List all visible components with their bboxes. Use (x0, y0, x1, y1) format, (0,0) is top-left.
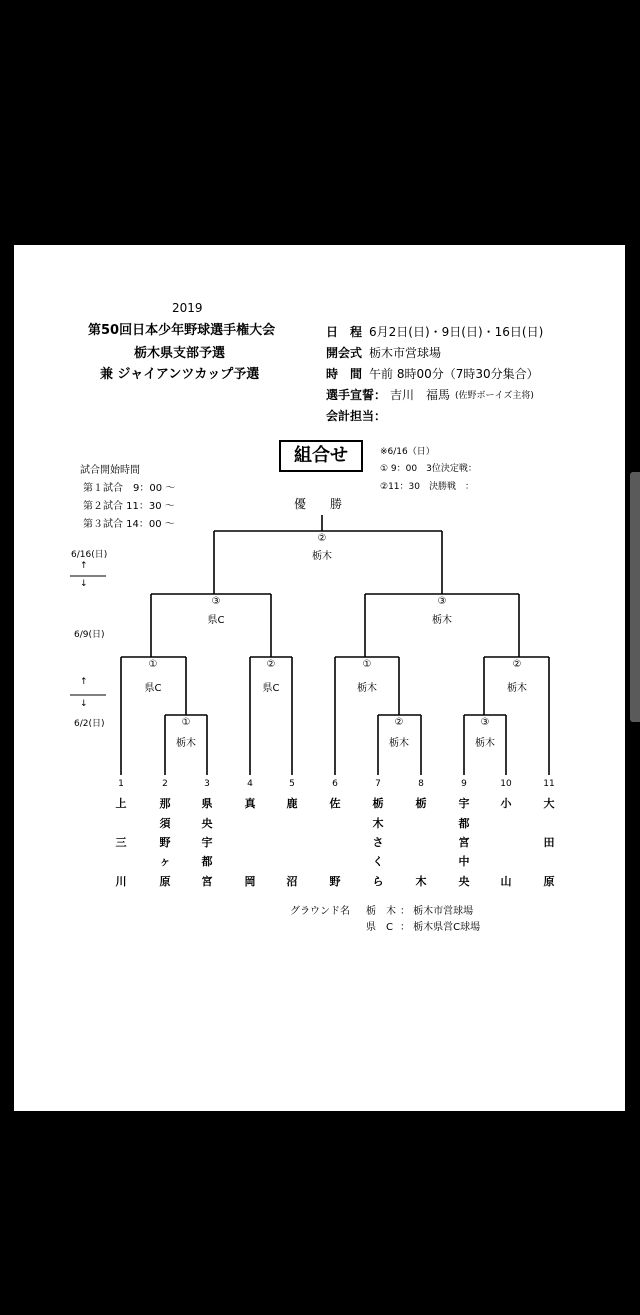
r1c-num: ③ (480, 717, 490, 728)
team-name-char: 宇 (201, 836, 213, 849)
team-number: 11 (543, 779, 555, 789)
grounds-row2-val: ： 栃木県営C球場 (400, 922, 481, 933)
team-name-char: 川 (115, 875, 127, 888)
start-time-game2: 第２試合 11：30 〜 (83, 501, 175, 512)
document-page (14, 245, 625, 1111)
title-line1: 第50回日本少年野球選手権大会 (88, 323, 276, 338)
r1b-venue: 栃木 (389, 738, 409, 749)
team-name-char: 栃 (372, 797, 384, 810)
qf4-num: ② (512, 659, 522, 670)
team-number: 8 (418, 779, 424, 789)
team-name-char: 栃 (415, 797, 427, 810)
start-times-title: 試合開始時間 (80, 465, 140, 476)
grounds-row1-key: 栃 木 (366, 906, 396, 917)
team-name-char: 鹿 (286, 797, 298, 810)
team-number: 2 (162, 779, 168, 789)
qf4-venue: 栃木 (507, 683, 527, 694)
team-name-char: 那 (159, 797, 171, 810)
arrow-up-616: ↑ (80, 561, 88, 571)
schedule-label: 日 程 (326, 325, 363, 339)
year: 2019 (172, 301, 203, 315)
semi-left-venue: 県C (207, 615, 225, 626)
oath-label: 選手宣誓： (326, 388, 387, 402)
bracket-lines (14, 245, 625, 1111)
start-time-game3: 第３試合 14：00 〜 (83, 519, 175, 530)
qf2-venue: 県C (262, 683, 280, 694)
qf3-num: ① (362, 659, 372, 670)
kumiawase-title: 組合せ (279, 440, 363, 472)
team-name-char: 田 (543, 836, 555, 849)
date-69: 6/9(日) (74, 630, 105, 640)
team-name-char: 須 (159, 817, 171, 830)
team-name-char: 上 (115, 797, 127, 810)
team-name-char: ら (372, 875, 384, 888)
qf2-num: ② (266, 659, 276, 670)
time-value: 午前 8時00分（7時30分集合） (369, 367, 539, 381)
schedule-value: 6月2日(日)・9日(日)・16日(日) (369, 325, 544, 339)
semi-right-venue: 栃木 (432, 615, 452, 626)
grounds-row2-key: 県 C (366, 922, 393, 933)
final-venue: 栃木 (312, 551, 332, 562)
oath-value: 吉川 福馬 (390, 388, 451, 402)
note616-line2: ① 9：00 3位決定戦： (380, 464, 477, 474)
note616-line3: ②11：30 決勝戦 ： (380, 482, 474, 492)
team-name-char: 原 (159, 875, 171, 888)
date-62: 6/2(日) (74, 719, 105, 729)
team-name-char: 都 (201, 855, 213, 868)
r1a-venue: 栃木 (176, 738, 196, 749)
opening-value: 栃木市営球場 (369, 346, 442, 360)
qf1-venue: 県C (144, 683, 162, 694)
grounds-label: グラウンド名 (290, 906, 350, 917)
team-number: 6 (332, 779, 338, 789)
arrow-down-616: ↓ (80, 579, 88, 589)
date-616: 6/16(日) (71, 550, 108, 560)
team-name-char: 野 (329, 875, 341, 888)
team-name-char: 佐 (329, 797, 341, 810)
team-name-char: 央 (201, 817, 213, 830)
team-name-char: 木 (415, 875, 427, 888)
team-name-char: ヶ (159, 855, 171, 868)
oath-note: (佐野ボーイズ主将) (455, 391, 534, 401)
title-line2: 栃木県支部予選 (134, 346, 226, 361)
treasurer-label: 会計担当： (326, 409, 387, 423)
team-name-char: 原 (543, 875, 555, 888)
team-name-char: 木 (372, 817, 384, 830)
team-number: 1 (118, 779, 124, 789)
semi-right-num: ③ (437, 596, 447, 607)
qf3-venue: 栃木 (357, 683, 377, 694)
final-game-num: ② (317, 533, 327, 544)
team-name-char: 中 (458, 855, 470, 868)
team-name-char: 岡 (244, 875, 256, 888)
team-name-char: く (372, 855, 384, 868)
arrow-down-69: ↓ (80, 699, 88, 709)
r1a-num: ① (181, 717, 191, 728)
team-name-char: 大 (543, 797, 555, 810)
team-name-char: 央 (458, 875, 470, 888)
start-time-game1: 第１試合 9：00 〜 (83, 483, 176, 494)
team-name-char: 小 (500, 797, 512, 810)
grounds-row1-val: ： 栃木市営球場 (400, 906, 474, 917)
team-number: 9 (461, 779, 467, 789)
time-label: 時 間 (326, 367, 363, 381)
team-name-char: 県 (201, 797, 213, 810)
note616-line1: ※6/16（日） (380, 447, 435, 457)
semi-left-num: ③ (211, 596, 221, 607)
opening-label: 開会式 (326, 346, 363, 360)
scrollbar-thumb[interactable] (630, 472, 640, 722)
team-number: 7 (375, 779, 381, 789)
team-name-char: 野 (159, 836, 171, 849)
team-name-char: 宮 (458, 836, 470, 849)
team-number: 5 (289, 779, 295, 789)
team-name-char: 宇 (458, 797, 470, 810)
team-number: 4 (247, 779, 253, 789)
team-name-char: 都 (458, 817, 470, 830)
r1b-num: ② (394, 717, 404, 728)
team-name-char: さ (372, 836, 384, 849)
team-number: 10 (500, 779, 512, 789)
arrow-up-69: ↑ (80, 677, 88, 687)
r1c-venue: 栃木 (475, 738, 495, 749)
champion-label: 優 勝 (294, 497, 343, 511)
title-line3: 兼 ジャイアンツカップ予選 (100, 367, 260, 382)
team-name-char: 宮 (201, 875, 213, 888)
team-number: 3 (204, 779, 210, 789)
qf1-num: ① (148, 659, 158, 670)
team-name-char: 真 (244, 797, 256, 810)
team-name-char: 沼 (286, 875, 298, 888)
team-name-char: 三 (115, 836, 127, 849)
team-name-char: 山 (500, 875, 512, 888)
